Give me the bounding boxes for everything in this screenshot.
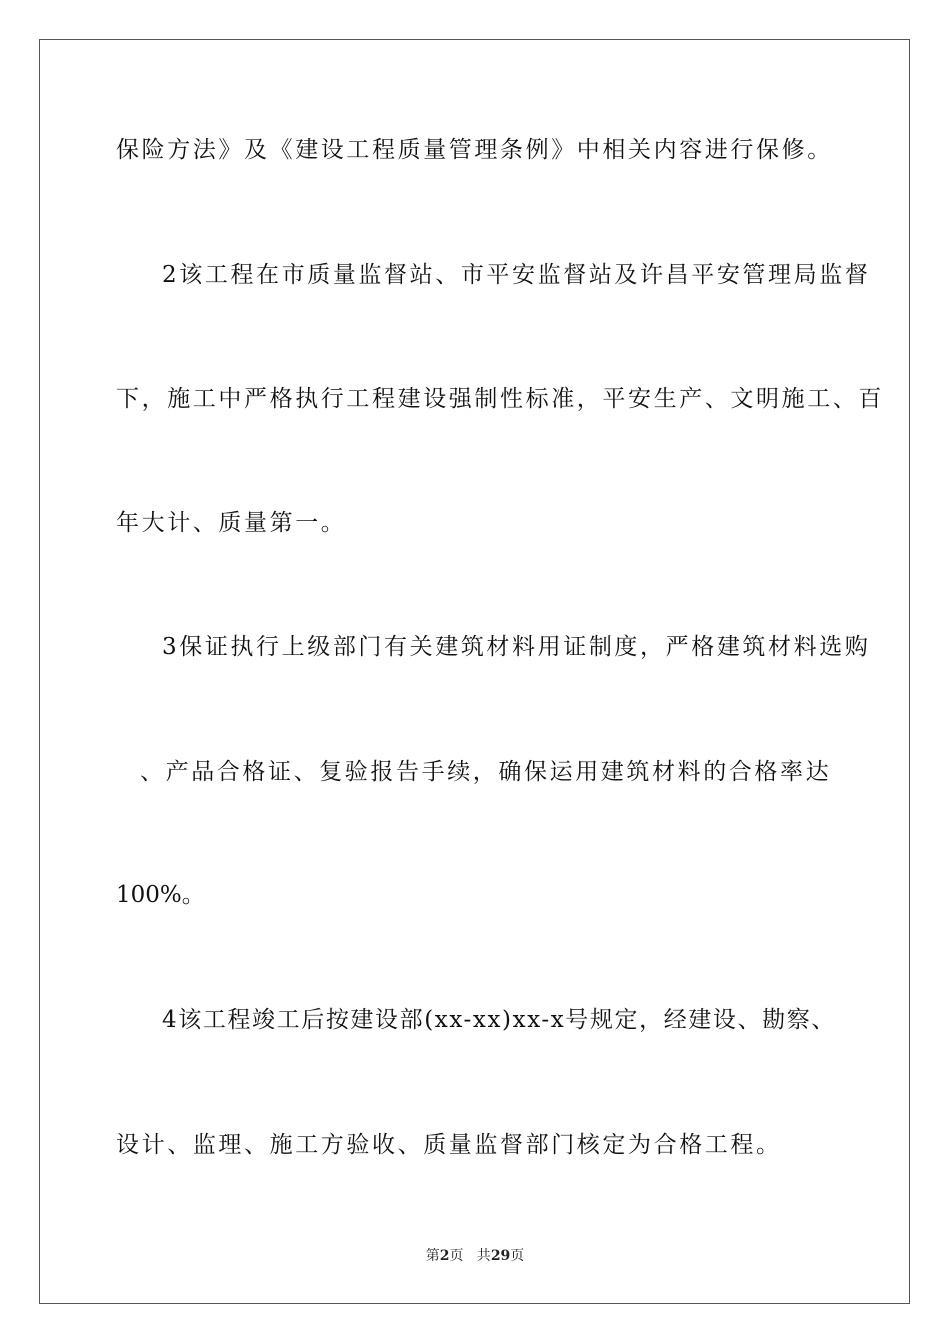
text-line: 年大计、质量第一。 <box>116 510 347 536</box>
text-line: 设计、监理、施工方验收、质量监督部门核定为合格工程。 <box>116 1132 782 1158</box>
text-line: 4该工程竣工后按建设部(xx-xx)xx-x号规定，经建设、勘察、 <box>162 1007 836 1033</box>
page-footer <box>0 1247 950 1265</box>
current-page-number: 2 <box>439 1248 450 1264</box>
page-frame <box>39 39 910 1304</box>
footer-prefix: 第 <box>425 1248 440 1264</box>
text-line: 下，施工中严格执行工程建设强制性标准，平安生产、文明施工、百 <box>116 386 884 412</box>
footer-mid: 页 共 <box>449 1248 491 1264</box>
text-line: 100%。 <box>116 882 205 908</box>
text-line: 、产品合格证、复验报告手续，确保运用建筑材料的合格率达 <box>140 759 832 785</box>
text-line: 3保证执行上级部门有关建筑材料用证制度，严格建筑材料选购 <box>162 634 871 660</box>
text-line: 2该工程在市质量监督站、市平安监督站及许昌平安管理局监督 <box>162 262 871 288</box>
text-line: 保险方法》及《建设工程质量管理条例》中相关内容进行保修。 <box>116 137 833 163</box>
footer-suffix: 页 <box>510 1248 525 1264</box>
total-page-count: 29 <box>490 1248 511 1264</box>
